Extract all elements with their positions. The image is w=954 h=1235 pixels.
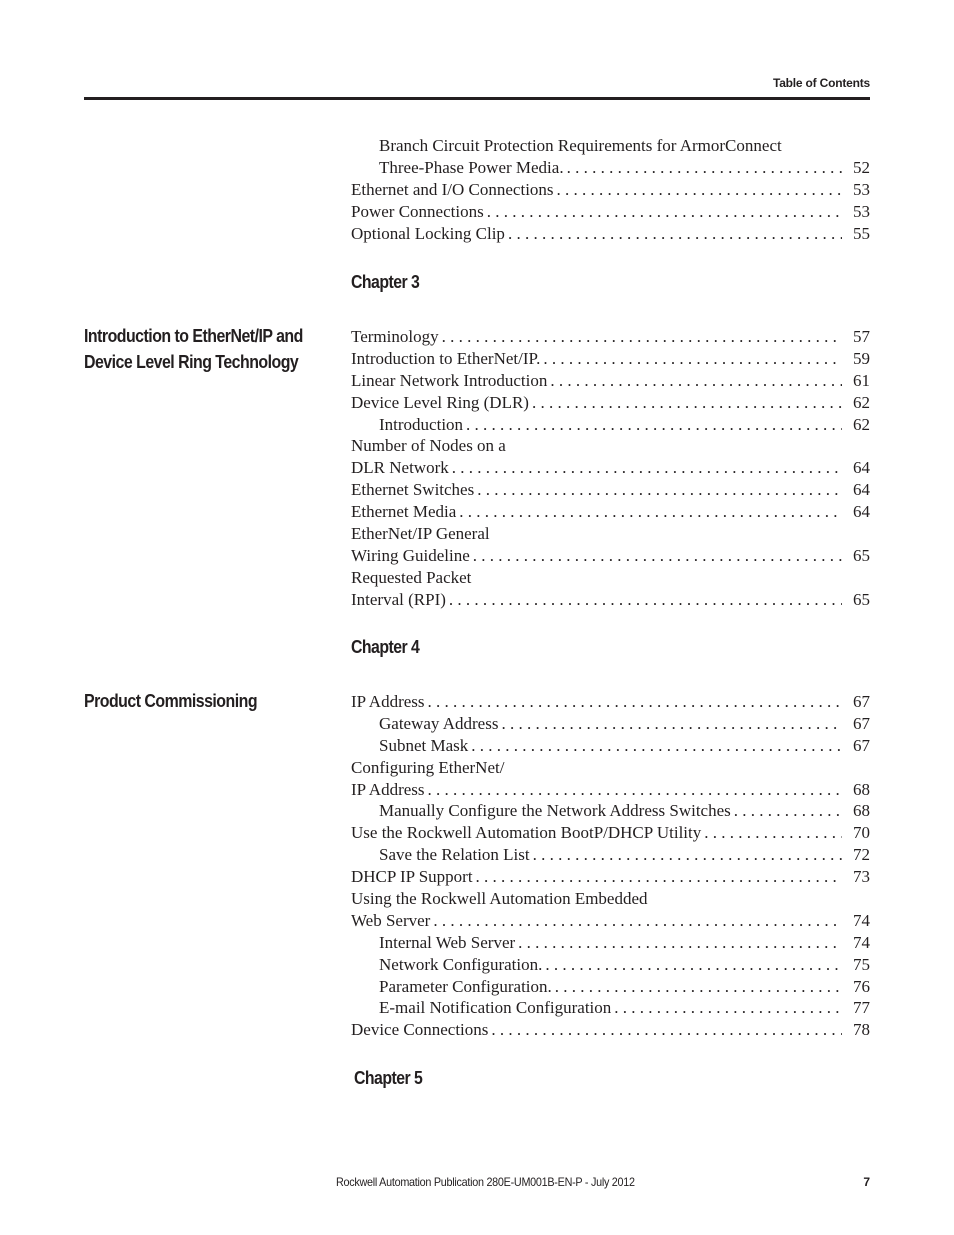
toc-entry-title: Configuring EtherNet/ xyxy=(351,757,505,777)
toc-list-chapter-4 xyxy=(351,691,870,1041)
toc-list-continued xyxy=(351,135,870,244)
toc-entry-page: 53 xyxy=(853,179,870,199)
dot-leader xyxy=(614,997,842,1019)
toc-entry-title: Use the Rockwell Automation BootP/DHCP Utility xyxy=(351,823,702,843)
toc-entry-title: Ethernet Media xyxy=(351,502,457,522)
toc-entry-page: 62 xyxy=(853,414,870,434)
dot-leader xyxy=(473,545,842,567)
toc-entry-page: 72 xyxy=(853,845,870,865)
dot-leader xyxy=(543,348,842,370)
toc-entry[interactable] xyxy=(351,523,870,545)
toc-entry-title: Network Configuration. xyxy=(379,954,543,974)
dot-leader xyxy=(532,392,842,414)
toc-entry[interactable] xyxy=(351,348,870,370)
toc-entry-page: 55 xyxy=(853,223,870,243)
toc-entry[interactable] xyxy=(351,157,870,179)
toc-entry[interactable] xyxy=(351,457,870,479)
toc-entry-title: Web Server xyxy=(351,910,431,930)
toc-entry-page: 68 xyxy=(853,779,870,799)
toc-entry-title: Terminology xyxy=(351,327,439,346)
toc-entry-title: Device Connections xyxy=(351,1020,489,1040)
toc-entry-title: Parameter Configuration. xyxy=(379,976,552,996)
dot-leader xyxy=(545,954,842,976)
toc-entry[interactable] xyxy=(351,932,870,954)
dot-leader xyxy=(459,501,842,523)
dot-leader xyxy=(452,457,842,479)
toc-entry-title: Wiring Guideline xyxy=(351,545,470,565)
toc-entry-title: Optional Locking Clip xyxy=(351,223,505,243)
toc-entry-page: 64 xyxy=(853,480,870,500)
dot-leader xyxy=(487,201,842,223)
toc-entry-page: 70 xyxy=(853,823,870,843)
dot-leader xyxy=(557,179,842,201)
toc-entry-page: 74 xyxy=(853,910,870,930)
toc-entry[interactable] xyxy=(351,501,870,523)
toc-entry-title: DHCP IP Support xyxy=(351,867,473,887)
toc-entry-title: Branch Circuit Protection Requirements for ArmorConnect xyxy=(379,136,782,155)
toc-entry-page: 57 xyxy=(853,327,870,346)
chapter-3-label: Chapter 3 xyxy=(351,272,420,292)
toc-entry[interactable] xyxy=(351,135,870,157)
toc-entry[interactable] xyxy=(351,545,870,567)
toc-entry-title: E-mail Notification Configuration xyxy=(379,998,612,1018)
dot-leader xyxy=(734,800,842,822)
toc-entry-title: Linear Network Introduction xyxy=(351,370,548,390)
toc-entry[interactable] xyxy=(351,822,870,844)
toc-entry-title: Requested Packet xyxy=(351,567,472,587)
toc-entry-title: Three-Phase Power Media. xyxy=(379,157,564,177)
toc-entry[interactable] xyxy=(351,976,870,998)
toc-entry[interactable] xyxy=(351,414,870,436)
toc-entry[interactable] xyxy=(351,888,870,910)
header-rule xyxy=(84,97,870,100)
toc-entry[interactable] xyxy=(351,326,870,348)
dot-leader xyxy=(433,910,842,932)
toc-entry[interactable] xyxy=(351,1019,870,1041)
toc-entry-title: Internal Web Server xyxy=(379,932,516,952)
dot-leader xyxy=(567,157,842,179)
toc-entry-page: 77 xyxy=(853,998,870,1018)
toc-entry[interactable] xyxy=(351,179,870,201)
toc-entry-title: Ethernet Switches xyxy=(351,480,475,500)
toc-entry[interactable] xyxy=(351,779,870,801)
toc-entry[interactable] xyxy=(351,735,870,757)
toc-entry-title: Save the Relation List xyxy=(379,845,530,865)
chapter-3-section-title: Introduction to EtherNet/IP and Device Level Ring Technology xyxy=(84,325,303,372)
toc-entry[interactable] xyxy=(351,954,870,976)
toc-entry-page: 65 xyxy=(853,545,870,565)
toc-entry[interactable] xyxy=(351,567,870,589)
toc-entry[interactable] xyxy=(351,223,870,245)
toc-entry-title: Using the Rockwell Automation Embedded xyxy=(351,889,648,909)
dot-leader xyxy=(449,589,842,611)
dot-leader xyxy=(518,932,842,954)
dot-leader xyxy=(476,866,842,888)
toc-entry[interactable] xyxy=(351,201,870,223)
toc-entry-page: 64 xyxy=(853,458,870,478)
chapter-4-label: Chapter 4 xyxy=(351,637,420,657)
toc-entry-page: 62 xyxy=(853,392,870,412)
footer-page-number: 7 xyxy=(863,1175,870,1189)
toc-entry-page: 65 xyxy=(853,589,870,609)
toc-entry[interactable] xyxy=(351,910,870,932)
toc-entry[interactable] xyxy=(351,479,870,501)
toc-entry-page: 64 xyxy=(853,502,870,522)
toc-entry-page: 52 xyxy=(853,157,870,177)
toc-entry[interactable] xyxy=(351,866,870,888)
dot-leader xyxy=(501,713,842,735)
toc-entry[interactable] xyxy=(351,691,870,713)
toc-entry-title: Device Level Ring (DLR) xyxy=(351,392,529,412)
toc-entry-title: Manually Configure the Network Address Switches xyxy=(379,801,731,821)
toc-entry-title: Gateway Address xyxy=(379,713,499,733)
dot-leader xyxy=(471,735,842,757)
dot-leader xyxy=(508,223,842,245)
toc-entry[interactable] xyxy=(351,713,870,735)
dot-leader xyxy=(704,822,842,844)
toc-entry-title: Power Connections xyxy=(351,201,484,221)
toc-entry-title: DLR Network xyxy=(351,458,449,478)
toc-entry-title: Introduction to EtherNet/IP. xyxy=(351,348,541,368)
dot-leader xyxy=(550,370,842,392)
toc-entry-page: 78 xyxy=(853,1020,870,1040)
toc-entry-title: Ethernet and I/O Connections xyxy=(351,179,554,199)
toc-entry-page: 59 xyxy=(853,348,870,368)
toc-entry[interactable] xyxy=(351,435,870,457)
dot-leader xyxy=(491,1019,842,1041)
toc-entry-title: IP Address xyxy=(351,779,425,799)
toc-entry[interactable] xyxy=(351,997,870,1019)
toc-entry[interactable] xyxy=(351,844,870,866)
toc-entry-title: IP Address xyxy=(351,692,425,711)
toc-entry[interactable] xyxy=(351,800,870,822)
dot-leader xyxy=(428,691,842,713)
toc-entry-title: Interval (RPI) xyxy=(351,589,446,609)
toc-entry[interactable] xyxy=(351,370,870,392)
toc-entry-page: 67 xyxy=(853,713,870,733)
toc-entry-title: Subnet Mask xyxy=(379,735,469,755)
chapter-5-label: Chapter 5 xyxy=(354,1068,423,1088)
dot-leader xyxy=(533,844,842,866)
dot-leader xyxy=(428,779,842,801)
dot-leader xyxy=(466,414,842,436)
toc-entry-page: 53 xyxy=(853,201,870,221)
toc-entry-page: 61 xyxy=(853,370,870,390)
toc-list-chapter-3 xyxy=(351,326,870,611)
toc-entry-page: 67 xyxy=(853,735,870,755)
toc-entry[interactable] xyxy=(351,757,870,779)
toc-entry-title: EtherNet/IP General xyxy=(351,524,490,544)
running-header-label: Table of Contents xyxy=(772,76,870,90)
chapter-4-section-title: Product Commissioning xyxy=(84,690,258,711)
dot-leader xyxy=(555,976,842,998)
toc-entry-page: 73 xyxy=(853,867,870,887)
toc-entry[interactable] xyxy=(351,589,870,611)
footer-publication: Rockwell Automation Publication 280E-UM001B-EN-P - July 2012 xyxy=(336,1175,635,1189)
toc-entry-page: 68 xyxy=(853,801,870,821)
toc-entry-page: 74 xyxy=(853,932,870,952)
toc-entry-title: Introduction xyxy=(379,414,464,434)
toc-entry-page: 75 xyxy=(853,954,870,974)
toc-entry-page: 67 xyxy=(853,692,870,711)
dot-leader xyxy=(477,479,842,501)
toc-entry-title: Number of Nodes on a xyxy=(351,436,506,456)
dot-leader xyxy=(442,326,842,348)
toc-entry[interactable] xyxy=(351,392,870,414)
toc-entry-page: 76 xyxy=(853,976,870,996)
